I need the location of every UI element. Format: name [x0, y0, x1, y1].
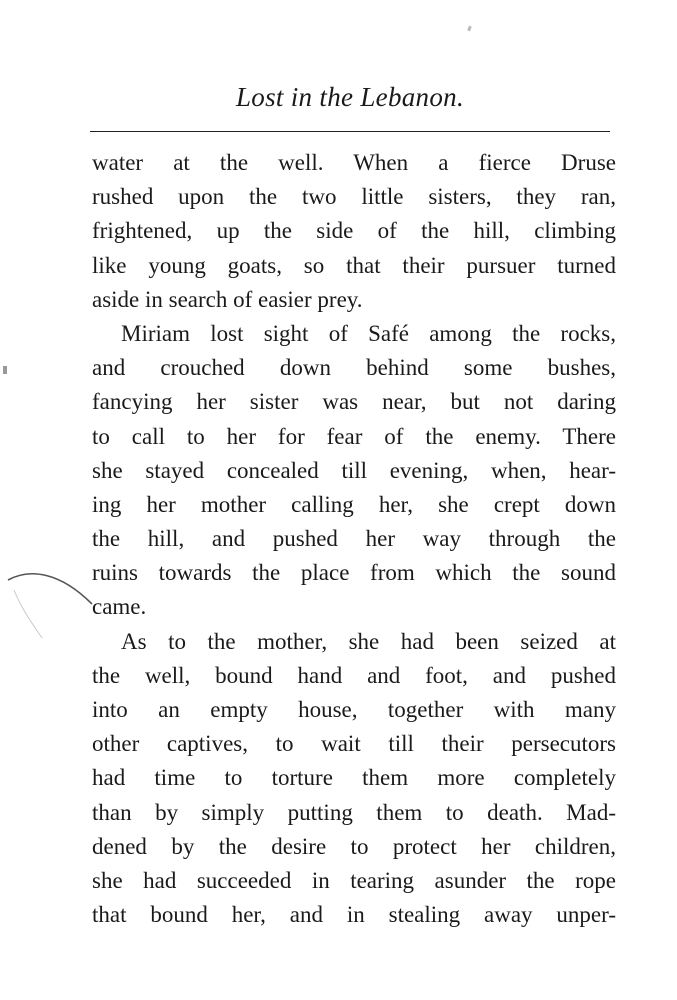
- body-text: [92, 146, 616, 932]
- text-line: came.: [92, 594, 147, 620]
- text-line: like young goats, so that their pursuer turned: [92, 252, 616, 278]
- paragraph-3: [92, 625, 616, 933]
- text-line: ing her mother calling her, she crept down: [92, 491, 616, 517]
- text-line: water at the well. When a fierce Druse: [92, 150, 616, 175]
- text-line: into an empty house, together with many: [92, 697, 616, 722]
- text-line: that bound her, and in stealing away unper-: [92, 902, 616, 928]
- text-line: fancying her sister was near, but not daring: [92, 389, 616, 415]
- text-line: she stayed concealed till evening, when, hear-: [92, 457, 616, 483]
- running-header: Lost in the Lebanon.: [235, 82, 464, 112]
- margin-speck: [3, 366, 7, 374]
- text-line: As to the mother, she had been seized at: [121, 628, 616, 654]
- text-line: and crouched down behind some bushes,: [92, 355, 616, 381]
- text-line: aside in search of easier prey.: [92, 286, 363, 312]
- paragraph-1: [92, 146, 616, 317]
- text-line: the well, bound hand and foot, and pushed: [92, 662, 616, 688]
- text-line: other captives, to wait till their persecutors: [92, 731, 616, 757]
- text-line: she had succeeded in tearing asunder the rope: [92, 867, 616, 893]
- text-line: rushed upon the two little sisters, they ran,: [92, 184, 616, 210]
- text-line: dened by the desire to protect her children,: [92, 833, 616, 859]
- header-rule: [90, 131, 610, 132]
- text-line: Miriam lost sight of Safé among the rocks,: [121, 320, 616, 346]
- text-line: the hill, and pushed her way through the: [92, 526, 616, 552]
- ink-speck: [467, 26, 472, 32]
- text-line: ruins towards the place from which the sound: [92, 560, 616, 586]
- paragraph-2: [92, 317, 616, 625]
- text-line: had time to torture them more completely: [92, 765, 616, 791]
- text-line: to call to her for fear of the enemy. There: [92, 423, 616, 449]
- text-line: frightened, up the side of the hill, climbing: [92, 218, 616, 244]
- text-line: than by simply putting them to death. Mad-: [92, 799, 616, 825]
